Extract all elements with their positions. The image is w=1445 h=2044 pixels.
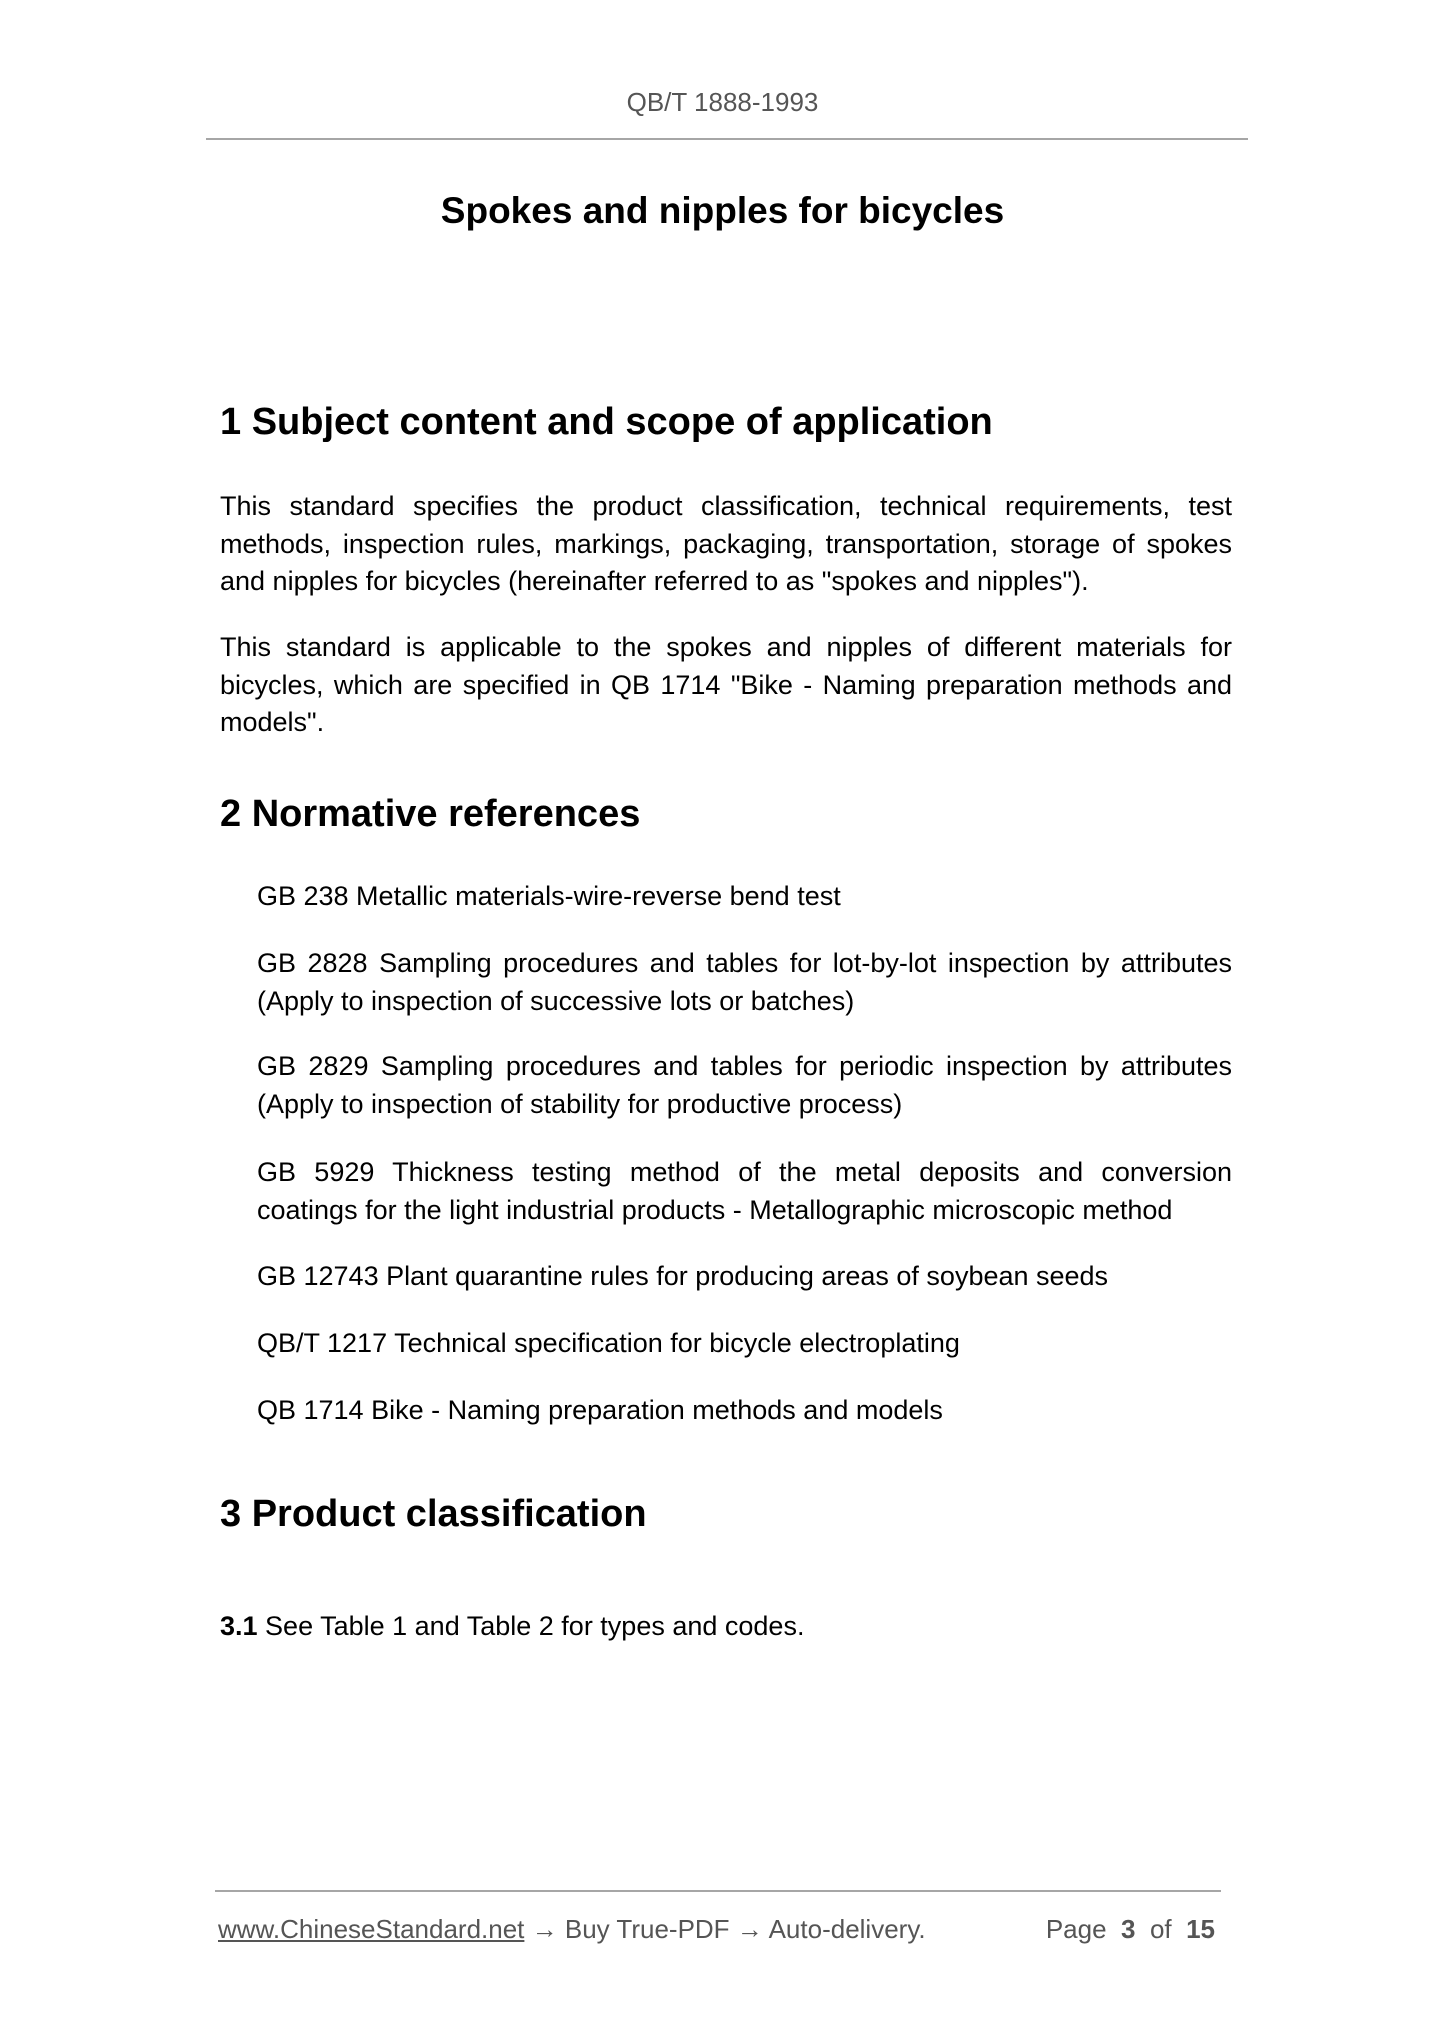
clause-body: See Table 1 and Table 2 for types and codes. [257,1611,805,1641]
section-1-body [220,488,1232,601]
reference-gb-12743: GB 12743 Plant quarantine rules for producing areas of soybean seeds [257,1261,1109,1291]
reference-gb-5929: GB 5929 Thickness testing method of the metal deposits and conversion coatings for the light industrial products - Metallographic microscopic method [257,1157,1232,1225]
total-pages: 15 [1186,1914,1215,1944]
section-1-paragraph-1: This standard specifies the product classification, technical requirements, test methods, inspection rules, markings, packaging, transportation, storage of spokes and nipples for bicycles (hereinafter referred to as "spokes and nipples"). [220,491,1232,596]
clause-3-1 [220,1608,1232,1646]
section-3-heading: 3 Product classification [220,1493,647,1535]
chinesestandard-link[interactable]: www.ChineseStandard.net [218,1914,525,1944]
reference-item [257,1258,1232,1296]
reference-gb-2828: GB 2828 Sampling procedures and tables for lot-by-lot inspection by attributes (Apply to inspection of successive lots or batches) [257,948,1232,1016]
reference-item [257,945,1232,1020]
section-2 [220,790,1232,838]
buy-true-pdf-text: Buy True-PDF [564,1914,730,1944]
header-divider [206,138,1248,140]
reference-item [257,878,1232,916]
clause-number: 3.1 [220,1611,258,1641]
reference-item [257,1048,1232,1123]
arrow-right-icon: → [524,1914,565,1944]
current-page: 3 [1121,1914,1136,1944]
page-of-label: of [1149,1914,1172,1944]
running-header: QB/T 1888-1993 [626,87,819,117]
section-2-heading: 2 Normative references [220,793,641,835]
section-1 [220,398,1232,446]
section-1-heading: 1 Subject content and scope of application [220,401,993,443]
reference-gb-238: GB 238 Metallic materials-wire-reverse bend test [257,881,841,911]
section-1-body-2 [220,629,1232,742]
section-1-paragraph-2: This standard is applicable to the spokes and nipples of different materials for bicycles, which are specified in QB 1714 "Bike - Naming preparation methods and models". [220,632,1232,737]
page-footer [218,1912,1218,1946]
reference-item [257,1325,1232,1363]
page-indicator [1046,1912,1215,1946]
reference-gb-2829: GB 2829 Sampling procedures and tables for periodic inspection by attributes (Apply to inspection of stability for productive process) [257,1051,1232,1119]
arrow-right-icon: → [729,1914,769,1944]
clause-3-1-text [220,1608,1232,1646]
reference-item [257,1392,1232,1430]
page-label: Page [1045,1914,1107,1944]
reference-item [257,1154,1232,1229]
footer-divider [215,1890,1221,1892]
section-3 [220,1490,1232,1538]
document-title: Spokes and nipples for bicycles [440,190,1005,231]
reference-qb-1714: QB 1714 Bike - Naming preparation methods and models [257,1395,943,1425]
reference-qbt-1217: QB/T 1217 Technical specification for bicycle electroplating [257,1328,960,1358]
auto-delivery-text: Auto-delivery. [768,1914,926,1944]
